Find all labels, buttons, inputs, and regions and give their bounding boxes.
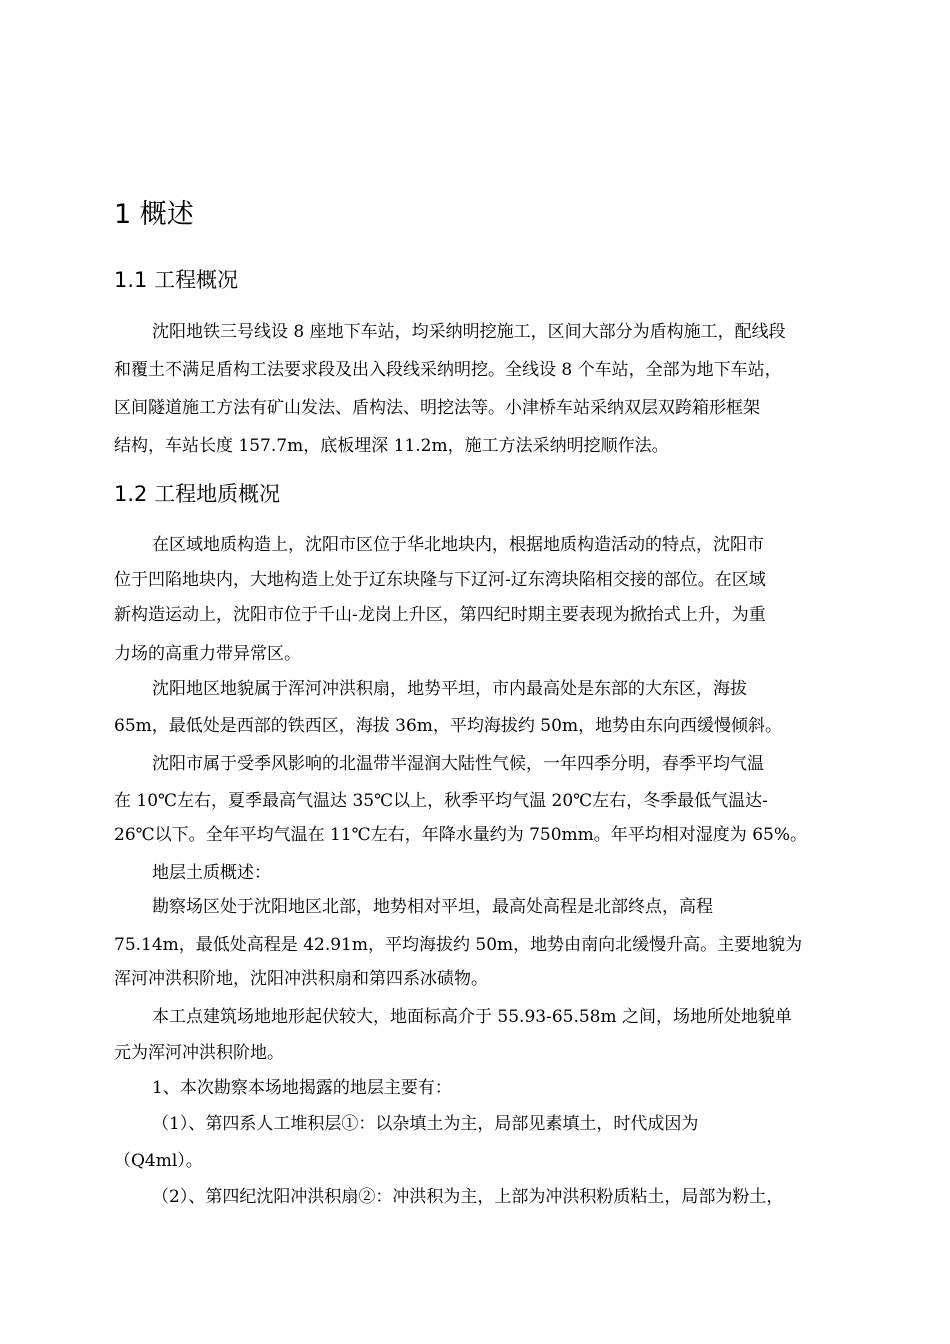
paragraph-line: 勘察场区处于沈阳地区北部，地势相对平坦，最高处高程是北部终点，高程 <box>152 897 713 917</box>
paragraph-line: 结构，车站长度 157.7m，底板埋深 11.2m，施工方法采纳明挖顺作法。 <box>114 436 669 456</box>
paragraph-line: 区间隧道施工方法有矿山发法、盾构法、明挖法等。小津桥车站采纳双层双跨箱形框架 <box>114 398 760 418</box>
paragraph-line: 65m，最低处是西部的铁西区，海拔 36m，平均海拔约 50m，地势由东向西缓慢倾斜。 <box>114 716 783 736</box>
paragraph-line: 元为浑河冲洪积阶地。 <box>114 1043 284 1063</box>
section-heading-1-1: 1.1 工程概况 <box>114 268 239 292</box>
paragraph-line: 本工点建筑场地地形起伏较大，地面标高介于 55.93-65.58m 之间，场地所处地貌单 <box>152 1007 793 1027</box>
section-heading-1-2: 1.2 工程地质概况 <box>114 482 281 506</box>
chapter-heading: 1 概述 <box>114 199 194 230</box>
paragraph-line: 沈阳市属于受季风影响的北温带半湿润大陆性气候，一年四季分明，春季平均气温 <box>152 754 764 774</box>
paragraph-line: 和覆土不满足盾构工法要求段及出入段线采纳明挖。全线设 8 个车站，全部为地下车站， <box>114 360 782 380</box>
paragraph-line: 位于凹陷地块内，大地构造上处于辽东块隆与下辽河-辽东湾块陷相交接的部位。在区域 <box>114 570 766 590</box>
paragraph-line: （Q4ml）。 <box>114 1151 203 1171</box>
paragraph-line: 沈阳地区地貌属于浑河冲洪积扇，地势平坦，市内最高处是东部的大东区，海拔 <box>152 679 747 699</box>
paragraph-line: 75.14m，最低处高程是 42.91m，平均海拔约 50m，地势由南向北缓慢升高。主要地貌为 <box>114 935 803 955</box>
paragraph-line: 沈阳地铁三号线设 8 座地下车站，均采纳明挖施工，区间大部分为盾构施工，配线段 <box>152 322 786 342</box>
paragraph-line: 新构造运动上，沈阳市位于千山-龙岗上升区，第四纪时期主要表现为掀抬式上升，为重 <box>114 605 766 625</box>
paragraph-line: 浑河冲洪积阶地，沈阳冲洪积扇和第四系冰碛物。 <box>114 969 488 989</box>
paragraph-line: （1）、第四系人工堆积层①：以杂填土为主，局部见素填土，时代成因为 <box>152 1114 699 1134</box>
paragraph-line: 在 10℃左右，夏季最高气温达 35℃以上，秋季平均气温 20℃左右，冬季最低气温达- <box>114 791 768 811</box>
paragraph-line: 力场的高重力带异常区。 <box>114 644 301 664</box>
paragraph-line: 26℃以下。全年平均气温在 11℃左右，年降水量约为 750mm。年平均相对湿度为 65%。 <box>114 825 807 845</box>
paragraph-line: 1、本次勘察本场地揭露的地层主要有： <box>152 1078 452 1098</box>
paragraph-line: （2）、第四纪沈阳冲洪积扇②：冲洪积为主，上部为冲洪积粉质粘土，局部为粉土， <box>152 1187 784 1207</box>
paragraph-line: 地层土质概述： <box>152 863 271 883</box>
paragraph-line: 在区域地质构造上，沈阳市区位于华北地块内，根据地质构造活动的特点，沈阳市 <box>152 535 764 555</box>
